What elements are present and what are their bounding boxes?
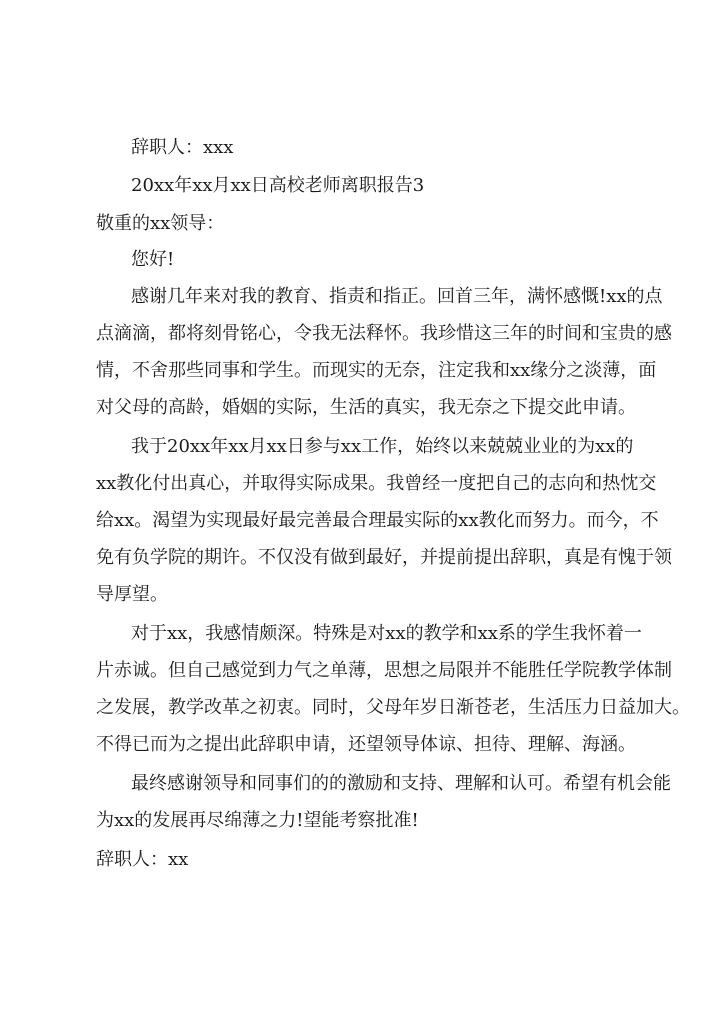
paragraph-1-line-4: 对父母的高龄，婚姻的实际，生活的真实，我无奈之下提交此申请。: [96, 397, 636, 418]
paragraph-3-line-2: 片赤诚。但自己感觉到力气之单薄，思想之局限并不能胜任学院教学体制: [96, 660, 672, 681]
paragraph-4-line-2: 为xx的发展再尽绵薄之力!望能考察批准!: [96, 810, 419, 831]
paragraph-1-line-1: 感谢几年来对我的教育、指责和指正。回首三年，满怀感慨!xx的点: [131, 286, 663, 307]
paragraph-3-line-4: 不得已而为之提出此辞职申请，还望领导体谅、担待、理解、海涵。: [96, 734, 636, 755]
greeting: 您好!: [131, 249, 175, 270]
paragraph-1-line-3: 情，不舍那些同事和学生。而现实的无奈，注定我和xx缘分之淡薄，面: [96, 360, 657, 381]
paragraph-2-line-4: 免有负学院的期许。不仅没有做到最好，并提前提出辞职，真是有愧于领: [96, 547, 672, 568]
paragraph-4-line-1: 最终感谢领导和同事们的的激励和支持、理解和认可。希望有机会能: [131, 773, 671, 794]
signature: 辞职人：xx: [96, 849, 189, 870]
paragraph-2-line-1: 我于20xx年xx月xx日参与xx工作，始终以来兢兢业业的为xx的: [131, 436, 634, 457]
paragraph-2-line-3: 给xx。渴望为实现最好最完善最合理最实际的xx教化而努力。而今，不: [96, 510, 659, 531]
paragraph-2-line-2: xx教化付出真心，并取得实际成果。我曾经一度把自己的志向和热忱交: [96, 473, 657, 494]
paragraph-2-line-5: 导厚望。: [96, 584, 168, 605]
report-title: 20xx年xx月xx日高校老师离职报告3: [131, 175, 425, 196]
previous-signature: 辞职人：xxx: [131, 137, 234, 158]
paragraph-3-line-1: 对于xx，我感情颇深。特殊是对xx的教学和xx系的学生我怀着一: [131, 623, 642, 644]
salutation: 敬重的xx领导：: [96, 213, 225, 234]
paragraph-3-line-3: 之发展，教学改革之初衷。同时，父母年岁日渐苍老，生活压力日益加大。: [96, 697, 690, 718]
paragraph-1-line-2: 点滴滴，都将刻骨铭心，令我无法释怀。我珍惜这三年的时间和宝贵的感: [96, 323, 672, 344]
